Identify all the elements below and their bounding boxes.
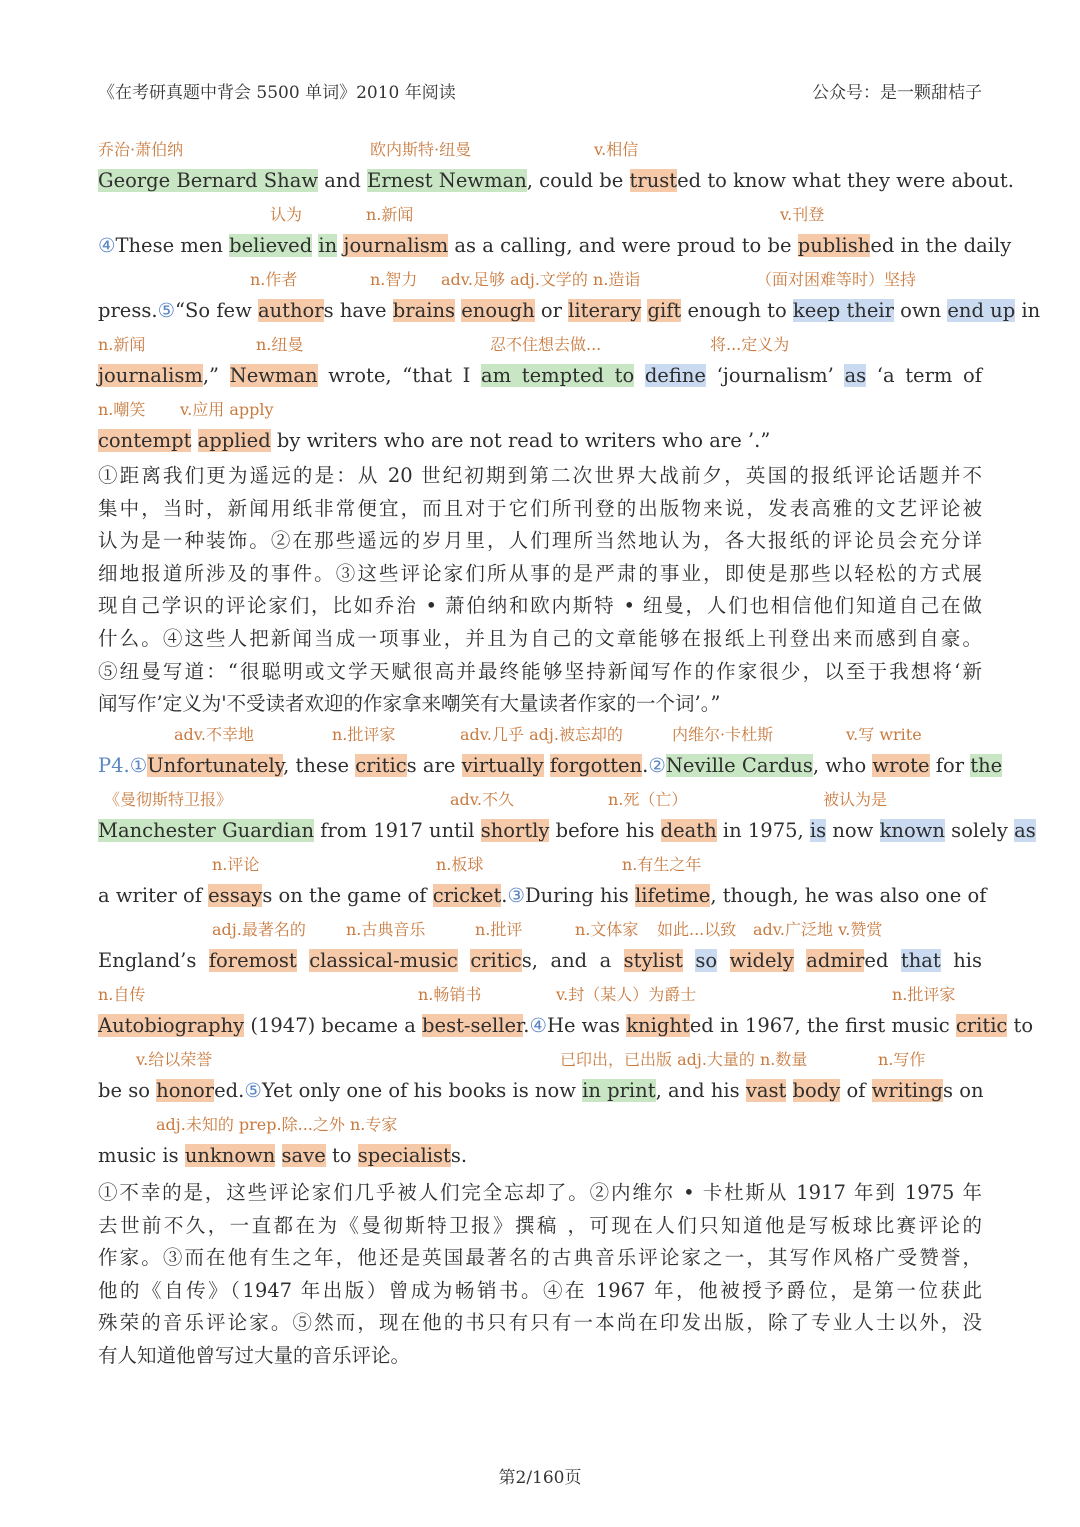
highlight-word: stylist bbox=[623, 949, 683, 972]
gloss-annotation: n.文体家 bbox=[575, 920, 639, 939]
passage-line bbox=[98, 162, 1014, 199]
highlight-word: publish bbox=[797, 234, 871, 257]
highlight-word: journalism bbox=[343, 234, 449, 257]
highlight-word: knight bbox=[626, 1014, 690, 1037]
highlight-word: enough bbox=[461, 299, 535, 322]
gloss-row bbox=[98, 914, 982, 942]
highlight-word: essay bbox=[208, 884, 263, 907]
passage-text bbox=[297, 949, 309, 972]
passage-text: s are bbox=[406, 754, 462, 777]
highlight-word: save bbox=[281, 1144, 326, 1167]
highlight-word: classical-music bbox=[309, 949, 458, 972]
highlight-word: lifetime bbox=[634, 884, 711, 907]
highlight-structure: keep their bbox=[792, 299, 894, 322]
gloss-annotation: adj.未知的 prep.除...之外 n.专家 bbox=[156, 1115, 398, 1134]
highlight-word: critic bbox=[470, 949, 522, 972]
gloss-row bbox=[98, 979, 982, 1007]
gloss-row bbox=[98, 849, 982, 877]
passage-text: , could be bbox=[526, 169, 630, 192]
gloss-annotation: adv.不幸地 bbox=[174, 725, 255, 744]
passage-text: music is bbox=[98, 1144, 185, 1167]
passage-line bbox=[98, 1007, 1034, 1044]
gloss-annotation: （面对困难等时）坚持 bbox=[756, 270, 917, 289]
gloss-annotation: n.批评家 bbox=[332, 725, 396, 744]
highlight-phrase: believed bbox=[229, 234, 313, 257]
gloss-row bbox=[98, 329, 982, 357]
gloss-annotation: adv.足够 adj.文学的 n.造诣 bbox=[441, 270, 641, 289]
highlight-word: specialist bbox=[357, 1144, 451, 1167]
sentence-number: ① bbox=[129, 754, 148, 777]
passage-text: for bbox=[929, 754, 971, 777]
gloss-annotation: v.应用 apply bbox=[180, 400, 274, 419]
highlight-word: applied bbox=[197, 429, 271, 452]
highlight-word: critic bbox=[355, 754, 407, 777]
passage-text: ed in the daily bbox=[870, 234, 1012, 257]
passage-block-2 bbox=[98, 719, 1036, 1174]
passage-text: , and his bbox=[655, 1079, 746, 1102]
highlight-phrase: in print bbox=[582, 1079, 656, 1102]
gloss-row bbox=[98, 719, 982, 747]
gloss-row bbox=[98, 199, 982, 227]
translation-block-1 bbox=[98, 460, 982, 721]
translation-line: ⑤纽曼写道：“很聪明或文学天赋很高并最终能够坚持新闻写作的作家很少，以至于我想将‘新 bbox=[98, 659, 982, 683]
highlight-word: trust bbox=[629, 169, 678, 192]
gloss-annotation: n.批评家 bbox=[892, 985, 956, 1004]
passage-text: in bbox=[1015, 299, 1041, 322]
gloss-annotation: n.纽曼 bbox=[256, 335, 304, 354]
gloss-annotation: 内维尔·卡杜斯 bbox=[672, 725, 774, 744]
gloss-annotation: adv.几乎 adj.被忘却的 bbox=[460, 725, 623, 744]
sentence-number: ⑤ bbox=[157, 299, 176, 322]
sentence-number: ④ bbox=[529, 1014, 547, 1037]
gloss-annotation: v.封（某人）为爵士 bbox=[556, 985, 697, 1004]
highlight-word: gift bbox=[647, 299, 682, 322]
translation-line: 现自己学识的评论家们，比如乔治 • 萧伯纳和欧内斯特 • 纽曼，人们也相信他们知道自己在做 bbox=[98, 594, 982, 618]
gloss-annotation: n.智力 bbox=[370, 270, 418, 289]
gloss-annotation: n.畅销书 bbox=[418, 985, 482, 1004]
highlight-word: writing bbox=[871, 1079, 943, 1102]
passage-text: England’s bbox=[98, 949, 209, 972]
passage-text: , though, he was also one of bbox=[710, 884, 987, 907]
gloss-annotation: n.新闻 bbox=[98, 335, 146, 354]
highlight-word: honor bbox=[156, 1079, 215, 1102]
translation-line: 作家。③而在他有生之年，他还是英国最著名的古典音乐评论家之一，其写作风格广受赞誉， bbox=[98, 1246, 982, 1270]
highlight-word: Newman bbox=[229, 364, 318, 387]
passage-text: to bbox=[1007, 1014, 1034, 1037]
passage-text: before his bbox=[549, 819, 661, 842]
gloss-annotation: 乔治·萧伯纳 bbox=[98, 140, 184, 159]
passage-text: as a calling, and were proud to be bbox=[448, 234, 798, 257]
highlight-structure: as bbox=[1014, 819, 1036, 842]
passage-text: ‘journalism’ bbox=[705, 364, 845, 387]
highlight-word: body bbox=[792, 1079, 841, 1102]
gloss-row bbox=[98, 394, 982, 422]
passage-text: He was bbox=[546, 1014, 627, 1037]
gloss-annotation: adj.最著名的 bbox=[212, 920, 306, 939]
gloss-annotation: v.相信 bbox=[594, 140, 639, 159]
passage-line bbox=[98, 357, 982, 394]
sentence-number: ④ bbox=[98, 234, 116, 257]
highlight-word: literary bbox=[568, 299, 642, 322]
page-number: 第2/160页 bbox=[498, 1468, 582, 1488]
gloss-annotation: v.写 write bbox=[846, 725, 922, 744]
gloss-annotation: adv.广泛地 v.赞赏 bbox=[753, 920, 883, 939]
highlight-word: virtually bbox=[461, 754, 544, 777]
translation-line: 殊荣的音乐评论家。⑤然而，现在他的书只有只有一本尚在印发出版，除了专业人士以外，没 bbox=[98, 1311, 982, 1335]
passage-text: ed to know what they were about. bbox=[677, 169, 1014, 192]
gloss-annotation: 已印出，已出版 adj.大量的 n.数量 bbox=[560, 1050, 808, 1069]
passage-text: ,” bbox=[202, 364, 230, 387]
passage-text: ed. bbox=[214, 1079, 245, 1102]
gloss-row bbox=[98, 1109, 982, 1137]
sentence-number: ③ bbox=[507, 884, 525, 907]
passage-text: or bbox=[534, 299, 569, 322]
gloss-annotation: n.板球 bbox=[436, 855, 484, 874]
gloss-annotation: 《曼彻斯特卫报》 bbox=[104, 790, 233, 809]
highlight-phrase: in bbox=[318, 234, 338, 257]
translation-line: ①距离我们更为遥远的是：从 20 世纪初期到第二次世界大战前夕，英国的报纸评论话题并不 bbox=[98, 464, 982, 487]
passage-text bbox=[544, 754, 550, 777]
passage-text: . bbox=[523, 1014, 530, 1037]
passage-text: by writers who are not read to writers who are ’.” bbox=[270, 429, 771, 452]
passage-text: Yet only one of his books is now bbox=[261, 1079, 583, 1102]
highlight-word: cricket bbox=[432, 884, 502, 907]
highlight-word: forgotten bbox=[549, 754, 643, 777]
highlight-word: brains bbox=[392, 299, 456, 322]
passage-text bbox=[786, 1079, 792, 1102]
translation-block-2 bbox=[98, 1177, 982, 1373]
page-header bbox=[98, 78, 982, 108]
passage-text bbox=[191, 429, 197, 452]
passage-line bbox=[98, 812, 1036, 849]
passage-text: ed bbox=[864, 949, 901, 972]
gloss-annotation: 忍不住想去做... bbox=[490, 335, 602, 354]
translation-line: ①不幸的是，这些评论家们几乎被人们完全忘却了。②内维尔 • 卡杜斯从 1917 年到 1975 年 bbox=[98, 1181, 982, 1204]
passage-line bbox=[98, 877, 987, 914]
highlight-word: wrote bbox=[872, 754, 930, 777]
passage-text: s. bbox=[450, 1144, 468, 1167]
highlight-word: widely bbox=[729, 949, 794, 972]
gloss-annotation: n.写作 bbox=[878, 1050, 926, 1069]
highlight-word: admir bbox=[806, 949, 865, 972]
gloss-annotation: n.作者 bbox=[250, 270, 298, 289]
translation-line: 闻写作’定义为'不受读者欢迎的作家拿来嘲笑有大量读者作家的一个词’。” bbox=[98, 692, 721, 716]
sentence-number: ② bbox=[648, 754, 666, 777]
highlight-word: unknown bbox=[184, 1144, 276, 1167]
highlight-word: death bbox=[660, 819, 717, 842]
passage-text: . bbox=[501, 884, 508, 907]
document-title: 《在考研真题中背会 5500 单词》2010 年阅读 bbox=[98, 83, 456, 103]
passage-text: wrote, “that I bbox=[317, 364, 482, 387]
passage-text: ed in 1967, the first music bbox=[689, 1014, 956, 1037]
passage-text: from 1917 until bbox=[314, 819, 481, 842]
gloss-annotation: 如此...以致 bbox=[657, 920, 737, 939]
passage-text: . bbox=[642, 754, 649, 777]
highlight-structure: as bbox=[844, 364, 867, 387]
highlight-phrase: Neville Cardus bbox=[665, 754, 813, 777]
passage-text: s on the game of bbox=[262, 884, 433, 907]
passage-text bbox=[794, 949, 806, 972]
gloss-row bbox=[98, 264, 982, 292]
passage-line bbox=[98, 227, 1012, 264]
highlight-word: foremost bbox=[208, 949, 297, 972]
highlight-word: critic bbox=[955, 1014, 1008, 1037]
passage-text: s have bbox=[323, 299, 393, 322]
paragraph-label: P4. bbox=[98, 754, 130, 777]
gloss-annotation: n.古典音乐 bbox=[346, 920, 426, 939]
passage-text: in 1975, bbox=[716, 819, 810, 842]
translation-line: 什么。④这些人把新闻当成一项事业，并且为自己的文章能够在报纸上刊登出来而感到自豪。 bbox=[98, 626, 982, 650]
highlight-structure: is bbox=[809, 819, 827, 842]
passage-text: solely bbox=[944, 819, 1015, 842]
passage-text: During his bbox=[524, 884, 635, 907]
passage-line bbox=[98, 422, 982, 459]
translation-line: 细地报道所涉及的事件。③这些评论家们所从事的是严肃的事业，即使是那些以轻松的方式展 bbox=[98, 561, 982, 585]
gloss-annotation: n.自传 bbox=[98, 985, 146, 1004]
passage-text: enough to bbox=[681, 299, 793, 322]
gloss-annotation: 认为 bbox=[270, 205, 303, 224]
gloss-annotation: n.嘲笑 bbox=[98, 400, 146, 419]
passage-text: and bbox=[318, 169, 368, 192]
passage-text: s, and a bbox=[521, 949, 624, 972]
gloss-annotation: v.刊登 bbox=[780, 205, 825, 224]
translation-line: 集中，当时，新闻用纸非常便宜，而且对于它们所刊登的出版物来说，发表高雅的文艺评论被 bbox=[98, 496, 982, 520]
passage-text bbox=[458, 949, 470, 972]
passage-text bbox=[717, 949, 729, 972]
highlight-word: Autobiography bbox=[98, 1014, 245, 1037]
passage-text: “So few bbox=[175, 299, 258, 322]
gloss-annotation: v.给以荣誉 bbox=[136, 1050, 213, 1069]
passage-text: now bbox=[826, 819, 880, 842]
highlight-word: best-seller bbox=[422, 1014, 524, 1037]
passage-text: ‘a term of bbox=[866, 364, 982, 387]
passage-line bbox=[98, 1137, 982, 1174]
highlight-phrase: Manchester Guardian bbox=[98, 819, 315, 842]
gloss-annotation: adv.不久 bbox=[450, 790, 515, 809]
highlight-word: Unfortunately bbox=[147, 754, 284, 777]
gloss-row bbox=[98, 784, 982, 812]
passage-line bbox=[98, 942, 982, 979]
gloss-annotation: n.死（亡） bbox=[608, 790, 688, 809]
passage-text: of bbox=[840, 1079, 872, 1102]
gloss-annotation: n.批评 bbox=[475, 920, 523, 939]
passage-text bbox=[634, 364, 645, 387]
passage-text bbox=[275, 1144, 281, 1167]
passage-text: be so bbox=[98, 1079, 157, 1102]
gloss-annotation: n.新闻 bbox=[366, 205, 414, 224]
highlight-structure: define bbox=[644, 364, 706, 387]
gloss-annotation: 欧内斯特·纽曼 bbox=[370, 140, 472, 159]
highlight-structure: known bbox=[879, 819, 945, 842]
account-name: 公众号：是一颗甜桔子 bbox=[812, 83, 982, 103]
highlight-structure: so bbox=[695, 949, 718, 972]
passage-line bbox=[98, 292, 1041, 329]
passage-text: (1947) became a bbox=[244, 1014, 423, 1037]
gloss-annotation: 被认为是 bbox=[823, 790, 888, 809]
passage-text: a writer of bbox=[98, 884, 209, 907]
highlight-phrase: the bbox=[970, 754, 1003, 777]
highlight-word: author bbox=[257, 299, 324, 322]
gloss-annotation: n.评论 bbox=[212, 855, 260, 874]
passage-line bbox=[98, 747, 1003, 784]
highlight-phrase: George Bernard Shaw bbox=[98, 169, 319, 192]
passage-text bbox=[683, 949, 695, 972]
passage-line bbox=[98, 1072, 982, 1109]
translation-line: 去世前不久，一直都在为《曼彻斯特卫报》撰稿 ，可现在人们只知道他是写板球比赛评论的 bbox=[98, 1213, 982, 1237]
gloss-annotation: n.有生之年 bbox=[622, 855, 702, 874]
passage-block-1 bbox=[98, 134, 1041, 459]
highlight-word: shortly bbox=[480, 819, 550, 842]
highlight-phrase: Ernest Newman bbox=[367, 169, 527, 192]
gloss-row bbox=[98, 134, 982, 162]
gloss-annotation: 将...定义为 bbox=[710, 335, 790, 354]
translation-line: 有人知道他曾写过大量的音乐评论。 bbox=[98, 1343, 411, 1367]
passage-text: to bbox=[325, 1144, 358, 1167]
translation-line: 他的《自传》（1947 年出版）曾成为畅销书。④在 1967 年，他被授予爵位，是第一位获此 bbox=[98, 1278, 982, 1302]
passage-text: own bbox=[893, 299, 948, 322]
sentence-number: ⑤ bbox=[244, 1079, 262, 1102]
highlight-word: journalism bbox=[98, 364, 203, 387]
gloss-row bbox=[98, 1044, 982, 1072]
highlight-structure: end up bbox=[947, 299, 1016, 322]
highlight-structure: that bbox=[900, 949, 941, 972]
passage-text: his bbox=[940, 949, 983, 972]
highlight-phrase: am tempted to bbox=[481, 364, 635, 387]
translation-line: 认为是一种装饰。②在那些遥远的岁月里，人们理所当然地认为，各大报纸的评论员会充分详 bbox=[98, 529, 982, 553]
passage-text: s on bbox=[943, 1079, 984, 1102]
highlight-word: vast bbox=[745, 1079, 787, 1102]
passage-text: These men bbox=[115, 234, 230, 257]
passage-text: , these bbox=[283, 754, 356, 777]
highlight-word: contempt bbox=[98, 429, 192, 452]
passage-text: press. bbox=[98, 299, 158, 322]
passage-text: , who bbox=[812, 754, 873, 777]
